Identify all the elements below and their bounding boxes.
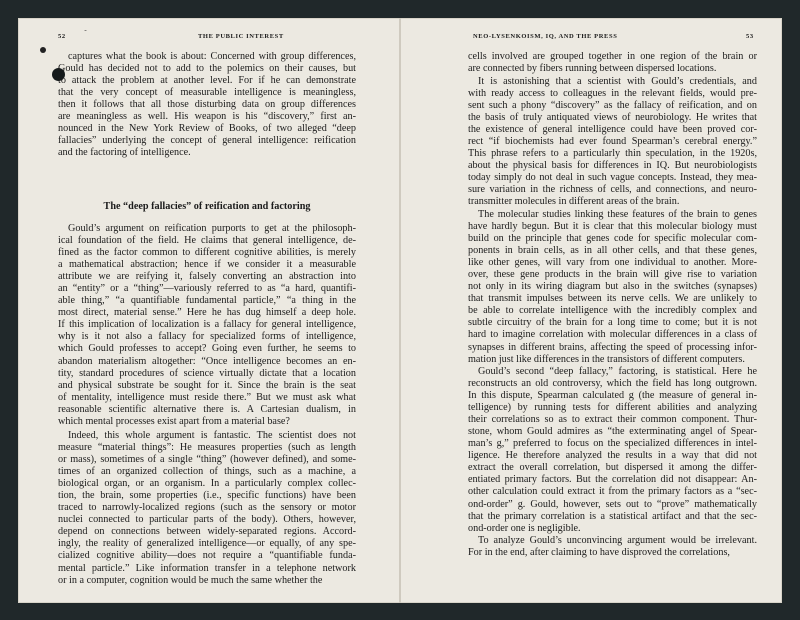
text-line: sure variation in the richness of cells, and connections, and neuro- (468, 184, 757, 196)
text-line: attribute we are reifying it, falsely converting an abstraction into (58, 271, 356, 283)
text-line: that transmit impulses between its nerve cells. We are unlikely to (468, 293, 757, 305)
text-line: ond-order” g. Gould, however, sets out to “prove” mathematically (468, 498, 757, 510)
text-line: tity, standard procedures of science virtually dictate that a location (58, 367, 356, 379)
text-line: why is it not also a fallacy for specialized forms of intelligence, (58, 331, 356, 343)
text-line: cialized cognitive ability—does not require a “quantifiable funda- (58, 550, 356, 562)
text-line: Indeed, this whole argument is fantastic. The scientist does not (68, 430, 356, 441)
text-line: subtle circuitry of the brain for a long time to come; but it is not (468, 317, 757, 329)
text-line: an “entity” or a “thing”—variously referred to as “a hard, quantifi- (58, 283, 356, 295)
text-line: reconstructs an old controversy, which the field has long outgrown. (468, 378, 757, 390)
right-paragraph-2 (468, 76, 757, 209)
text-line: with ready access to colleagues in the relevant fields, would pre- (468, 88, 757, 100)
left-paragraph-3 (58, 430, 356, 587)
text-line: synapses in different brains, affecting the speed of processing infor- (468, 341, 757, 353)
right-running-head: NEO-LYSENKOISM, IQ, AND THE PRESS (473, 33, 618, 40)
text-line: about the physical basis for differences in IQ. But neurobiologists (468, 160, 757, 172)
text-line: tion, the brain, some properties (i.e., specific functions) have been (58, 490, 356, 502)
text-line: that the primary correlation is a statistical artifact and that the sec- (468, 510, 757, 522)
text-line: have hardly begun. But it is clear that this molecular biology must (468, 221, 757, 233)
text-line: ligence. He therefore analyzed the results in a way that did not (468, 450, 757, 462)
text-line: a mathematical abstraction; hence if we consider it a measurable (58, 259, 356, 271)
text-line: over, these gene products in the brain will give rise to variation (468, 269, 757, 281)
text-line: build on the principle that genes code for specific molecular com- (468, 233, 757, 245)
text-line: other calculation could extract it from the primary factors as a “sec- (468, 486, 757, 498)
text-line: Gould has decided not to add to the polemics on their causes, but (58, 63, 356, 75)
text-line: Gould’s argument on reification purports to get at the philosoph- (68, 223, 356, 234)
right-paragraph-1 (468, 51, 757, 75)
right-paragraph-3 (468, 209, 757, 366)
text-line: are meaningless as well. His weapon is his “discovery,” first an- (58, 111, 356, 123)
left-running-head: THE PUBLIC INTEREST (198, 33, 284, 40)
text-line: sent such a phony “discovery” as the fallacy of reification, and on (468, 100, 757, 112)
text-line: of mentality, intelligence must reside there.” But we must ask what (58, 391, 356, 403)
text-line: It is astonishing that a scientist with Gould’s credentials, and (478, 76, 757, 87)
left-paragraph-2 (58, 223, 356, 428)
text-line: For in the end, after claiming to have disproved the correlations, (468, 547, 730, 559)
book-spread (18, 18, 782, 603)
text-line: depend on connections between widely-separated regions. Accord- (58, 526, 356, 538)
text-line: fined as the factor common to different cognitive abilities, is merely (58, 247, 356, 259)
text-line: times of an organized collection of things, such as a machine, a (58, 466, 356, 478)
text-line: captures what the book is about: Concerned with group differences, (68, 51, 356, 62)
text-line: like other genes, will vary from one individual to another. More- (468, 257, 757, 269)
text-line: most direct, material sense.” Here he has dug himself a deep hole. (58, 307, 356, 319)
margin-tick: ˘ (84, 30, 87, 37)
text-line: and the factoring of intelligence. (58, 147, 191, 159)
text-line: fallacies” underlying the concept of general intelligence: reification (58, 135, 356, 147)
left-page-number: 52 (58, 33, 66, 40)
right-paragraph-5 (468, 535, 757, 559)
text-line: hard to imagine correlation with molecular differences in a class of (468, 329, 757, 341)
text-line: The molecular studies linking these features of the brain to genes (478, 209, 757, 220)
text-line: then it follows that all those disturbing data on group differences (58, 99, 356, 111)
right-paragraph-4 (468, 366, 757, 535)
text-line: abandon materialism altogether: “Once intelligence becomes an en- (58, 355, 356, 367)
text-line: to attack the problem at another level. For if he can demonstrate (58, 75, 356, 87)
text-line: entiated primary factors. But the correlation did not disappear: An- (468, 474, 757, 486)
right-page-number: 53 (746, 33, 754, 40)
text-line: their correlations so as to extract their common component. Thur- (468, 414, 757, 426)
text-line: which Gould professes to accept? Going even further, he seems to (58, 343, 356, 355)
text-line: ond-order one is negligible. (468, 522, 581, 534)
text-line: today simply do not deal in such vague concepts. Instead, they mea- (468, 172, 757, 184)
text-line: Gould’s second “deep fallacy,” factoring, is statistical. Here he (478, 366, 757, 377)
right-page (401, 18, 782, 603)
text-line: mation just like differences in the transistors of different computers. (468, 353, 745, 365)
text-line: To analyze Gould’s unconvincing argument would be irrelevant. (478, 535, 757, 546)
text-line: or mass), sometimes of a single “thing” (however defined), and some- (58, 454, 356, 466)
text-line: stone, whom Gould admires as “the exterminating angel of Spear- (468, 426, 757, 438)
text-line: that the very concept of measurable intelligence is meaningless, (58, 87, 356, 99)
text-line: measure “material things”: He measures properties (such as length (58, 442, 356, 454)
text-line: mental particle.” Like information transfer in a telephone network (58, 562, 356, 574)
text-line: In this dispute, Spearman calculated g (the measure of general in- (468, 390, 757, 402)
text-line: and physical substrate be sought for it. Since the brain is the seat (58, 379, 356, 391)
ink-dot (40, 47, 46, 53)
text-line: nounced in the New York Review of Books, of two alleged “deep (58, 123, 356, 135)
text-line: reasonable scientific alternative there is. A Cartesian dualism, in (58, 403, 356, 415)
text-line: cells involved are grouped together in one region of the brain or (468, 51, 757, 62)
section-heading: The “deep fallacies” of reification and factoring (103, 201, 311, 212)
text-line: telligence) by running tests for different abilities and analyzing (468, 402, 757, 414)
text-line: traced to narrowly-localized regions (such as the sensory or motor (58, 502, 356, 514)
text-line: rect “if biochemists had ever found Spearman’s cerebral energy.” (468, 136, 757, 148)
text-line: are connected by fibers running between dispersed locations. (468, 63, 717, 75)
text-line: transmitter molecules in different areas of the brain. (468, 196, 680, 208)
text-line: man’s g,” preferred to focus on the specialized differences in intel- (468, 438, 757, 450)
left-paragraph-1 (58, 51, 356, 159)
text-line: biological organ, or an organism. In a particularly complex collec- (58, 478, 356, 490)
text-line: ingly, the reality of generalized intelligence—or equally, of any spe- (58, 538, 356, 550)
text-line: able thing,” “a quantifiable fundamental particle,” “a thing in the (58, 295, 356, 307)
text-line: which mental processes exist apart from a material base? (58, 415, 290, 427)
text-line: If this implication of localization is a fallacy for general intelligence, (58, 319, 356, 331)
text-line: This phrase refers to a particularly thin speculation, in the 1920s, (468, 148, 757, 160)
text-line: not only in its wiring diagram but also in the switches (synapses) (468, 281, 757, 293)
text-line: be able to correlate intelligence with the incredibly complex and (468, 305, 757, 317)
text-line: ical foundation of the field. He claims that general intelligence, de- (58, 235, 356, 247)
text-line: extract the overall correlation, but dispersed it among the differ- (468, 462, 757, 474)
text-line: the basis of truly antiquated views of neurobiology. He writes that (468, 112, 757, 124)
text-line: ponents in brain cells, as in all other cells, and that these genes, (468, 245, 757, 257)
text-line: nuclei connected to particular parts of the body). Others, however, (58, 514, 356, 526)
text-line: or in a computer, cognition would be much the same whether the (58, 574, 323, 586)
text-line: the existence of general intelligence could have been proved cor- (468, 124, 757, 136)
left-page (18, 18, 399, 603)
